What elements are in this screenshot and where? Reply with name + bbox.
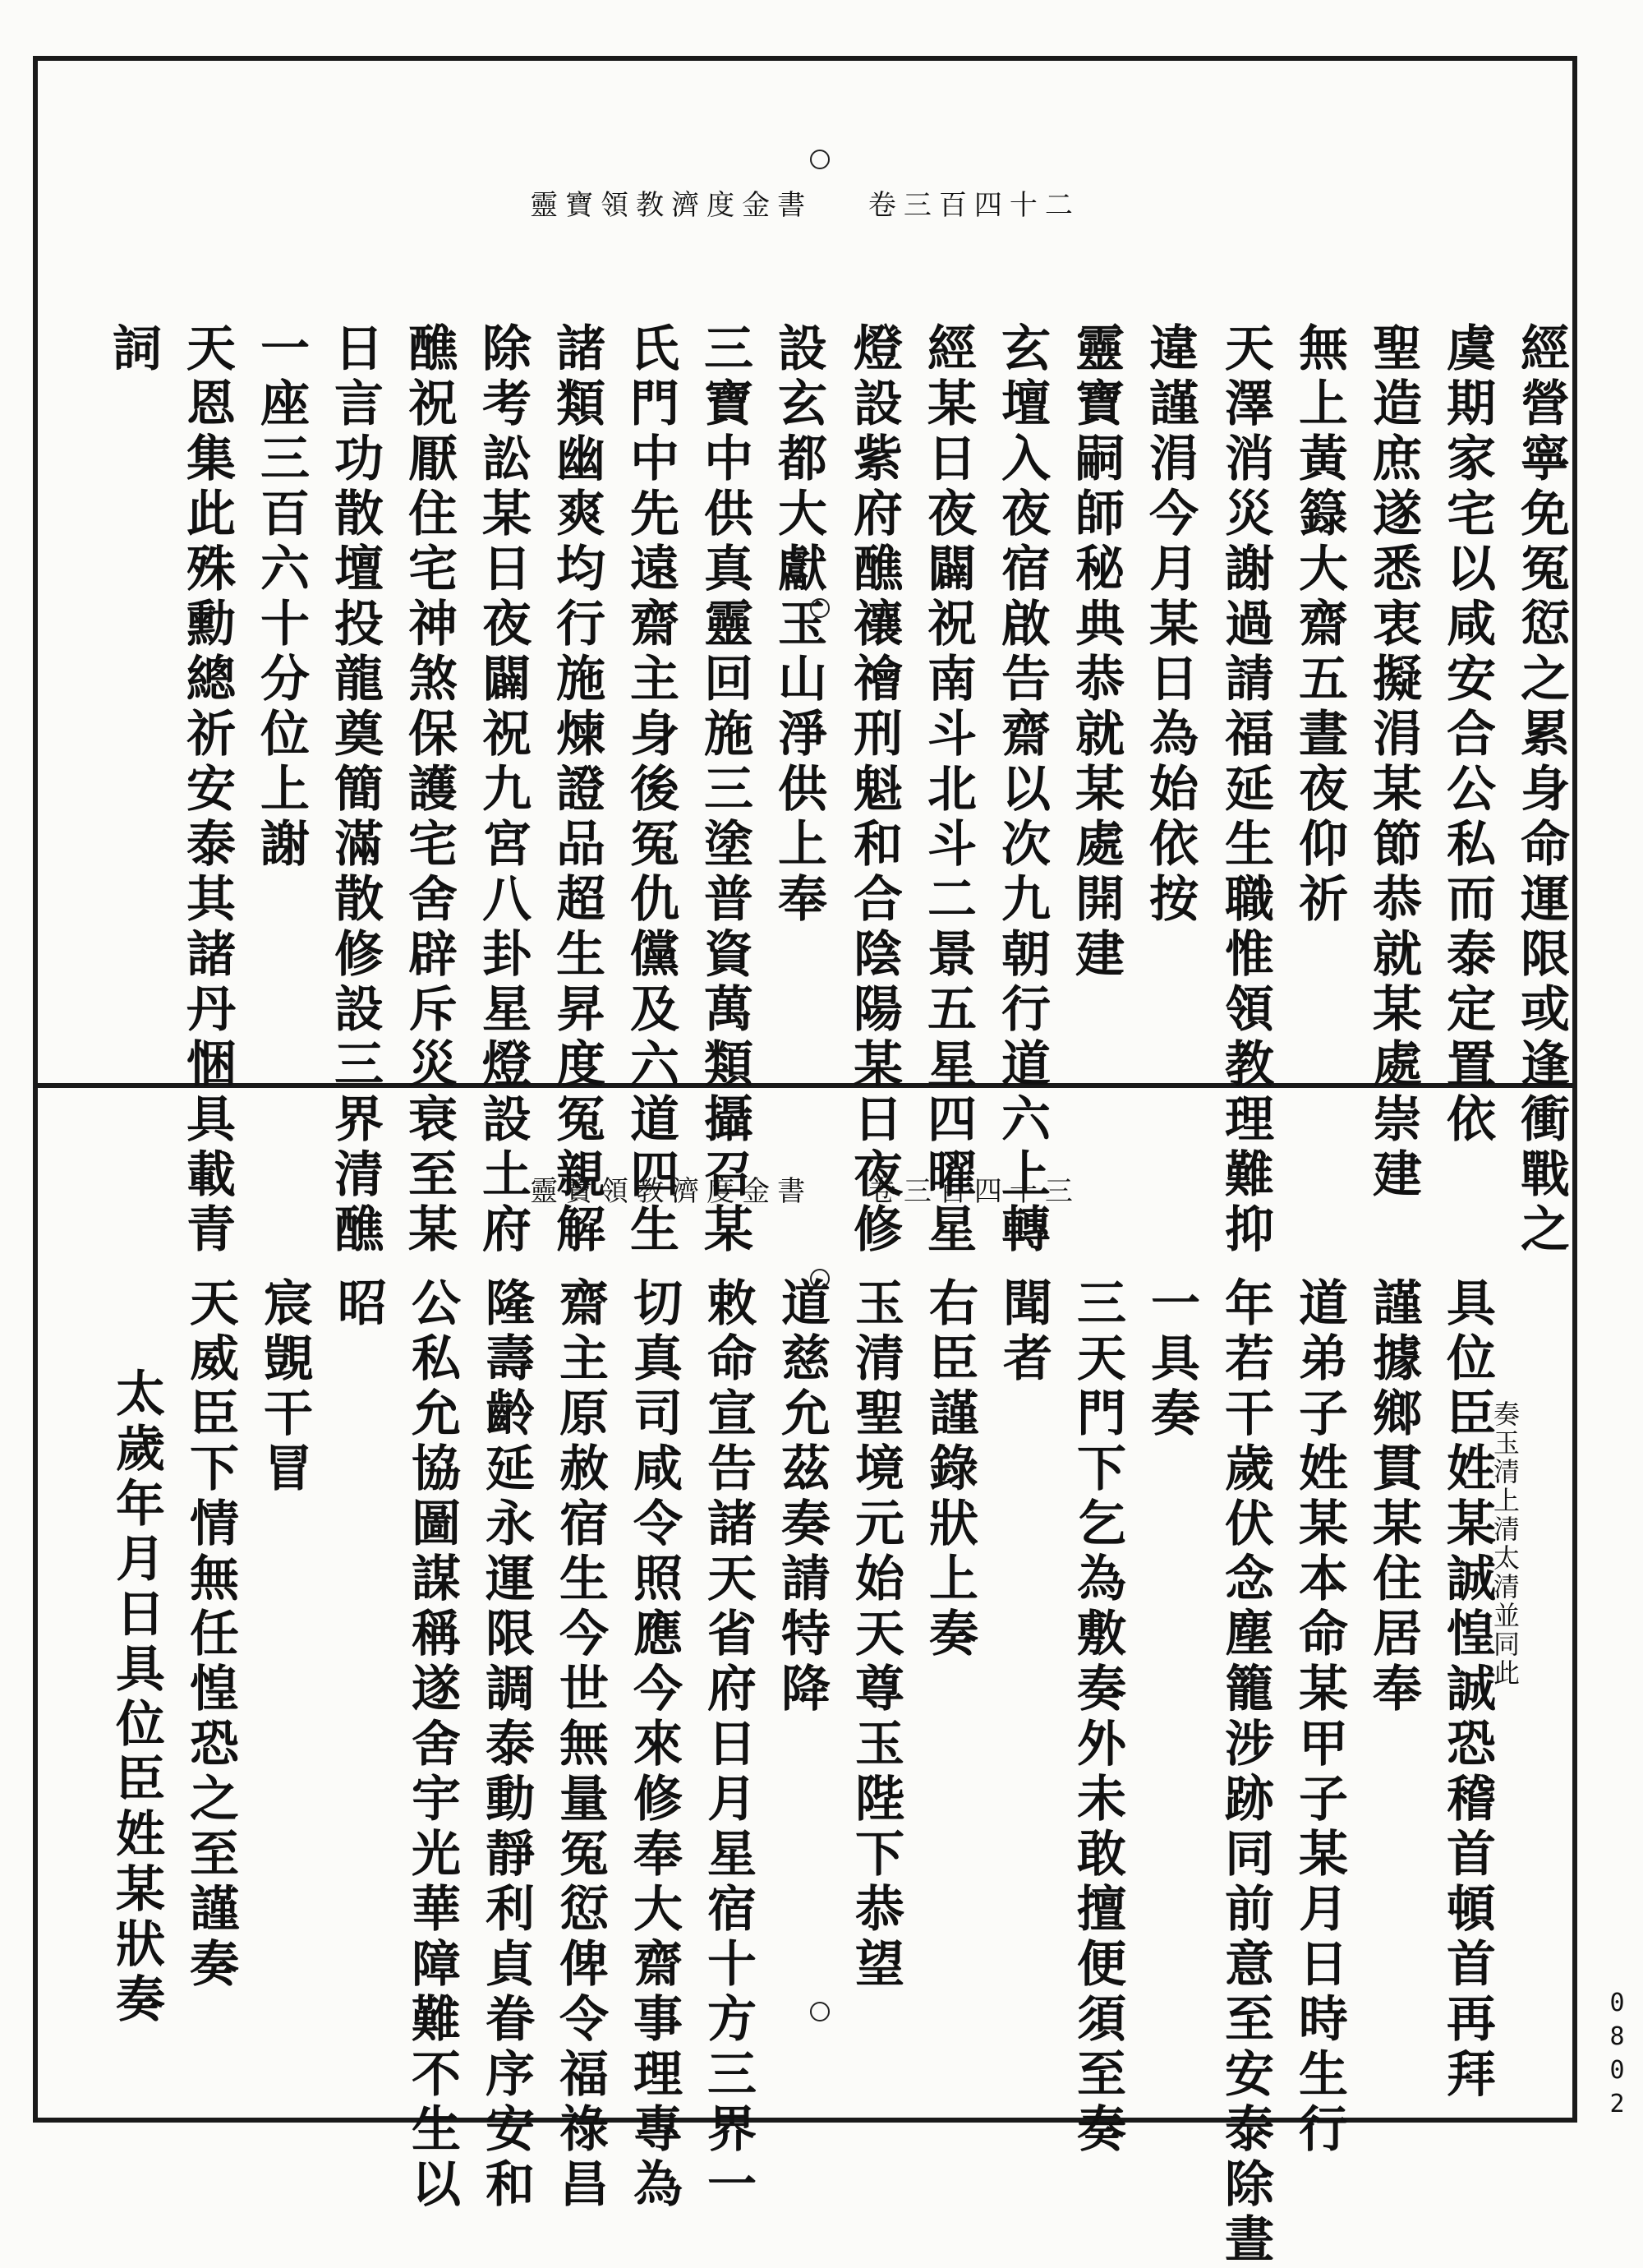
text-column: 天澤消災謝過請福延生職惟領教理難抑 <box>1217 322 1274 1258</box>
circle-mark <box>810 1269 830 1288</box>
text-column: 經某日夜闢祝南斗北斗二景五星四曜星 <box>919 322 977 1258</box>
text-column: 虞期家宅以咸安合公私而泰定置依 <box>1438 322 1496 1148</box>
circle-mark <box>810 598 830 618</box>
text-column: 年若干歲伏念塵籠涉跡同前意至安泰除晝 <box>1217 1277 1274 2268</box>
text-column: 天威臣下情無任惶恐之至謹奏 <box>182 1277 239 1993</box>
text-column: 三寶中供真靈回施三塗普資萬類攝召某 <box>696 322 753 1258</box>
text-column: 昭 <box>329 1277 387 1332</box>
text-column: 切真司咸令照應今來修奉大齋事理專為 <box>625 1277 683 2213</box>
upper-header-volume: 卷三百四十二 <box>868 189 1080 222</box>
text-column: 謹據鄉貫某住居奉 <box>1365 1277 1422 1717</box>
text-column: 一座三百六十分位上謝 <box>252 322 310 873</box>
text-column: 詞 <box>104 322 162 377</box>
text-column: 敕命宣告諸天省府日月星宿十方三界一 <box>699 1277 757 2213</box>
text-column: 聖造庶遂悉衷擬涓某節恭就某處崇建 <box>1365 322 1422 1203</box>
text-column: 三天門下乞為敷奏外未敢擅便須至奏 <box>1069 1277 1126 2158</box>
annotation-note: 奏玉清上清太清並同此 <box>1489 1400 1521 1688</box>
text-column: 燈設紫府醮禳禬刑魁和合陰陽某日夜修 <box>845 322 903 1258</box>
lower-page <box>38 1088 1572 2268</box>
text-column: 隆壽齡延永運限調泰動靜利貞眷序安和 <box>477 1277 535 2213</box>
text-column: 經營寧免冤愆之累身命運限或逢衝戰之 <box>1512 322 1570 1258</box>
text-column: 無上黃籙大齋五晝夜仰祈 <box>1291 322 1348 928</box>
upper-header-book: 靈寶領教濟度金書 <box>530 189 813 222</box>
text-column: 諸類幽爽均行施煉證品超生昇度冤親解 <box>548 322 605 1258</box>
text-column: 具位臣姓某誠惶誠恐稽首頓首再拜 <box>1438 1277 1496 2103</box>
circle-mark <box>810 150 830 169</box>
text-column: 太歲年月日具位臣姓某狀奏 <box>108 1367 165 2028</box>
page-number: 0802 <box>1603 1989 1631 2123</box>
text-column: 設玄都大獻玉山淨供上奉 <box>770 322 827 928</box>
text-column: 宸覬干冒 <box>255 1277 313 1497</box>
text-column: 除考訟某日夜闢祝九宮八卦星燈設土府 <box>474 322 532 1258</box>
text-column: 靈寶嗣師秘典恭就某處開建 <box>1067 322 1125 983</box>
text-column: 公私允協圖謀稱遂舍宇光華障難不生以 <box>403 1277 461 2213</box>
lower-header-volume: 卷三百四十三 <box>868 1175 1080 1208</box>
text-column: 道弟子姓某本命某甲子某月日時生行 <box>1291 1277 1348 2158</box>
text-column: 日言功散壇投龍奠簡滿散修設三界清醮 <box>326 322 384 1258</box>
lower-running-header <box>38 1169 1572 1209</box>
lower-header-book: 靈寶領教濟度金書 <box>530 1175 813 1208</box>
text-column: 一具奏 <box>1143 1277 1200 1442</box>
text-column: 玉清聖境元始天尊玉陛下恭望 <box>847 1277 904 1993</box>
text-column: 玄壇入夜宿啟告齋以次九朝行道六上轉 <box>993 322 1051 1258</box>
text-column: 天恩集此殊勳總祈安泰其諸丹悃具載青 <box>178 322 236 1258</box>
text-column: 道慈允茲奏請特降 <box>773 1277 831 1717</box>
text-column: 醮祝厭住宅神煞保護宅舍辟斥災衰至某 <box>400 322 458 1258</box>
circle-mark <box>810 2002 830 2021</box>
upper-running-header <box>38 182 1572 223</box>
text-column: 右臣謹錄狀上奏 <box>921 1277 978 1662</box>
text-column: 齋主原赦宿生今世無量冤愆俾令福祿昌 <box>551 1277 609 2213</box>
text-column: 氏門中先遠齋主身後冤仇儻及六道四生 <box>622 322 679 1258</box>
text-column: 聞者 <box>995 1277 1052 1387</box>
text-column: 違謹涓今月某日為始依按 <box>1141 322 1199 928</box>
